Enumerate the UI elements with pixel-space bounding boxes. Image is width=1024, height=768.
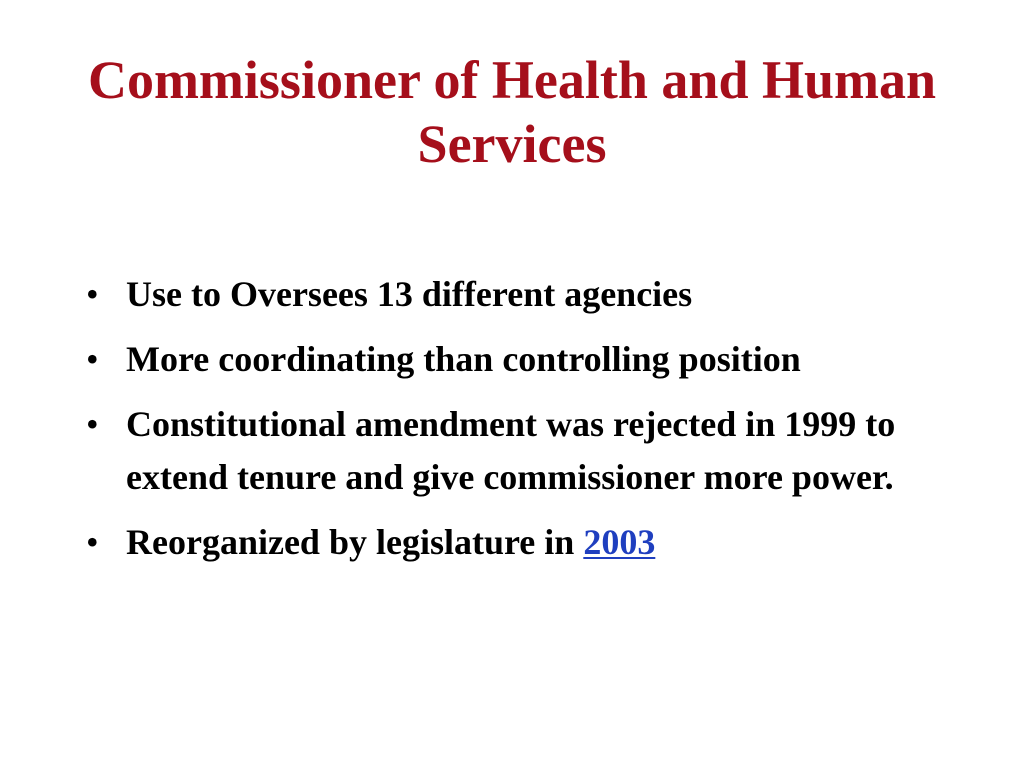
bullet-marker: • bbox=[86, 522, 99, 562]
bullet-item bbox=[86, 268, 916, 321]
bullet-marker: • bbox=[86, 404, 99, 444]
bullet-marker: • bbox=[86, 339, 99, 379]
bullet-marker: • bbox=[86, 274, 99, 314]
bullet-list bbox=[86, 268, 916, 581]
slide-title: Commissioner of Health and Human Services bbox=[87, 50, 937, 174]
bullet-item bbox=[86, 516, 916, 569]
year-2003-link[interactable]: 2003 bbox=[583, 522, 656, 562]
bullet-item bbox=[86, 398, 916, 504]
bullet-item bbox=[86, 333, 916, 386]
bullet-text: Constitutional amendment was rejected in 1999 to extend tenure and give commissioner more power. bbox=[126, 404, 896, 497]
bullet-text: Use to Oversees 13 different agencies bbox=[126, 274, 693, 314]
bullet-text: More coordinating than controlling position bbox=[126, 339, 801, 379]
bullet-text: Reorganized by legislature in bbox=[126, 522, 584, 562]
